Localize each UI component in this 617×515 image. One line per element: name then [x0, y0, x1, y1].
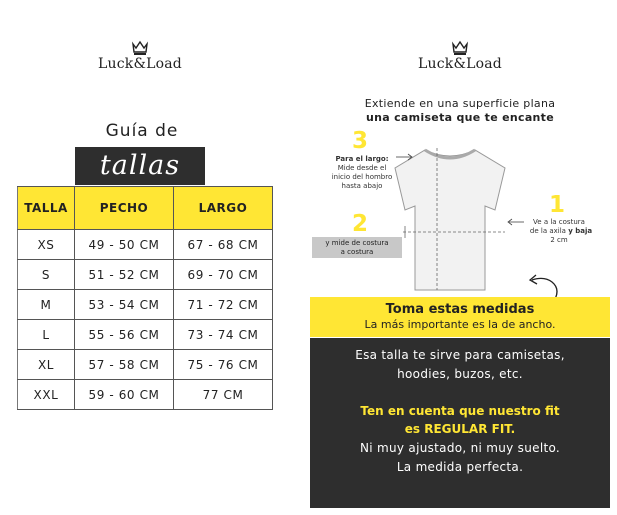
- band-subtitle: La más importante es la de ancho.: [364, 318, 556, 331]
- step-1-text-1: Ve a la costura: [533, 218, 585, 226]
- cell-pecho: 57 - 58 CM: [75, 350, 174, 380]
- step-1-text-2a: de la axila: [529, 227, 566, 235]
- table-row: [18, 230, 273, 260]
- step-2-text-2: a costura: [340, 248, 374, 256]
- cell-size: L: [18, 320, 75, 350]
- crown-icon: [452, 40, 468, 56]
- cell-size: XS: [18, 230, 75, 260]
- table-row: [18, 320, 273, 350]
- step-3-number: 3: [352, 128, 369, 154]
- box-highlight-1: Ten en cuenta que nuestro fit: [360, 404, 560, 418]
- cell-size: XXL: [18, 380, 75, 410]
- header-talla: TALLA: [18, 187, 75, 230]
- cell-size: S: [18, 260, 75, 290]
- left-logo: [80, 40, 200, 72]
- box-line-2: hoodies, buzos, etc.: [397, 367, 523, 381]
- table-row: [18, 380, 273, 410]
- step-1-number: 1: [549, 192, 566, 218]
- step-1-text-3: 2 cm: [550, 236, 568, 244]
- tshirt-illustration: [385, 140, 515, 295]
- cell-largo: 69 - 70 CM: [174, 260, 273, 290]
- table-header-row: [18, 187, 273, 230]
- table-row: [18, 350, 273, 380]
- size-table: [17, 186, 273, 410]
- step-3-text-1: Mide desde el: [337, 164, 387, 172]
- box-line-4: La medida perfecta.: [396, 460, 524, 474]
- box-line-3: Ni muy ajustado, ni muy suelto.: [359, 441, 561, 455]
- step-3-text-2: inicio del hombro: [331, 173, 393, 181]
- intro-line-1: Extiende en una superficie plana: [364, 97, 556, 110]
- cell-pecho: 51 - 52 CM: [75, 260, 174, 290]
- brand-name: Luck&Load: [418, 56, 502, 72]
- crown-icon: [132, 40, 148, 56]
- title-tallas: tallas: [75, 147, 205, 185]
- cell-pecho: 49 - 50 CM: [75, 230, 174, 260]
- cell-largo: 77 CM: [174, 380, 273, 410]
- step-2-number: 2: [352, 211, 369, 237]
- header-pecho: PECHO: [75, 187, 174, 230]
- header-largo: LARGO: [174, 187, 273, 230]
- cell-largo: 73 - 74 CM: [174, 320, 273, 350]
- step-3-label-bold: Para el largo:: [335, 155, 389, 163]
- cell-largo: 71 - 72 CM: [174, 290, 273, 320]
- cell-largo: 67 - 68 CM: [174, 230, 273, 260]
- intro-line-2: una camiseta que te encante: [365, 111, 555, 124]
- step-3-label: [326, 155, 398, 164]
- box-highlight-2: es REGULAR FIT.: [404, 422, 516, 436]
- cell-size: XL: [18, 350, 75, 380]
- box-line-1: Esa talla te sirve para camisetas,: [355, 348, 565, 362]
- cell-size: M: [18, 290, 75, 320]
- step-3-text-3: hasta abajo: [341, 182, 383, 190]
- cell-largo: 75 - 76 CM: [174, 350, 273, 380]
- title-guia: Guía de: [105, 121, 179, 141]
- arrow-right-icon: [396, 153, 414, 161]
- step-2-text-1: y mide de costura: [325, 239, 389, 247]
- brand-name: Luck&Load: [98, 56, 182, 72]
- cell-pecho: 59 - 60 CM: [75, 380, 174, 410]
- cell-pecho: 55 - 56 CM: [75, 320, 174, 350]
- right-logo: [400, 40, 520, 72]
- band-title: Toma estas medidas: [385, 302, 535, 317]
- cell-pecho: 53 - 54 CM: [75, 290, 174, 320]
- table-row: [18, 290, 273, 320]
- table-row: [18, 260, 273, 290]
- step-1-text-2: [518, 227, 604, 236]
- step-1-text-2b: y baja: [568, 227, 593, 235]
